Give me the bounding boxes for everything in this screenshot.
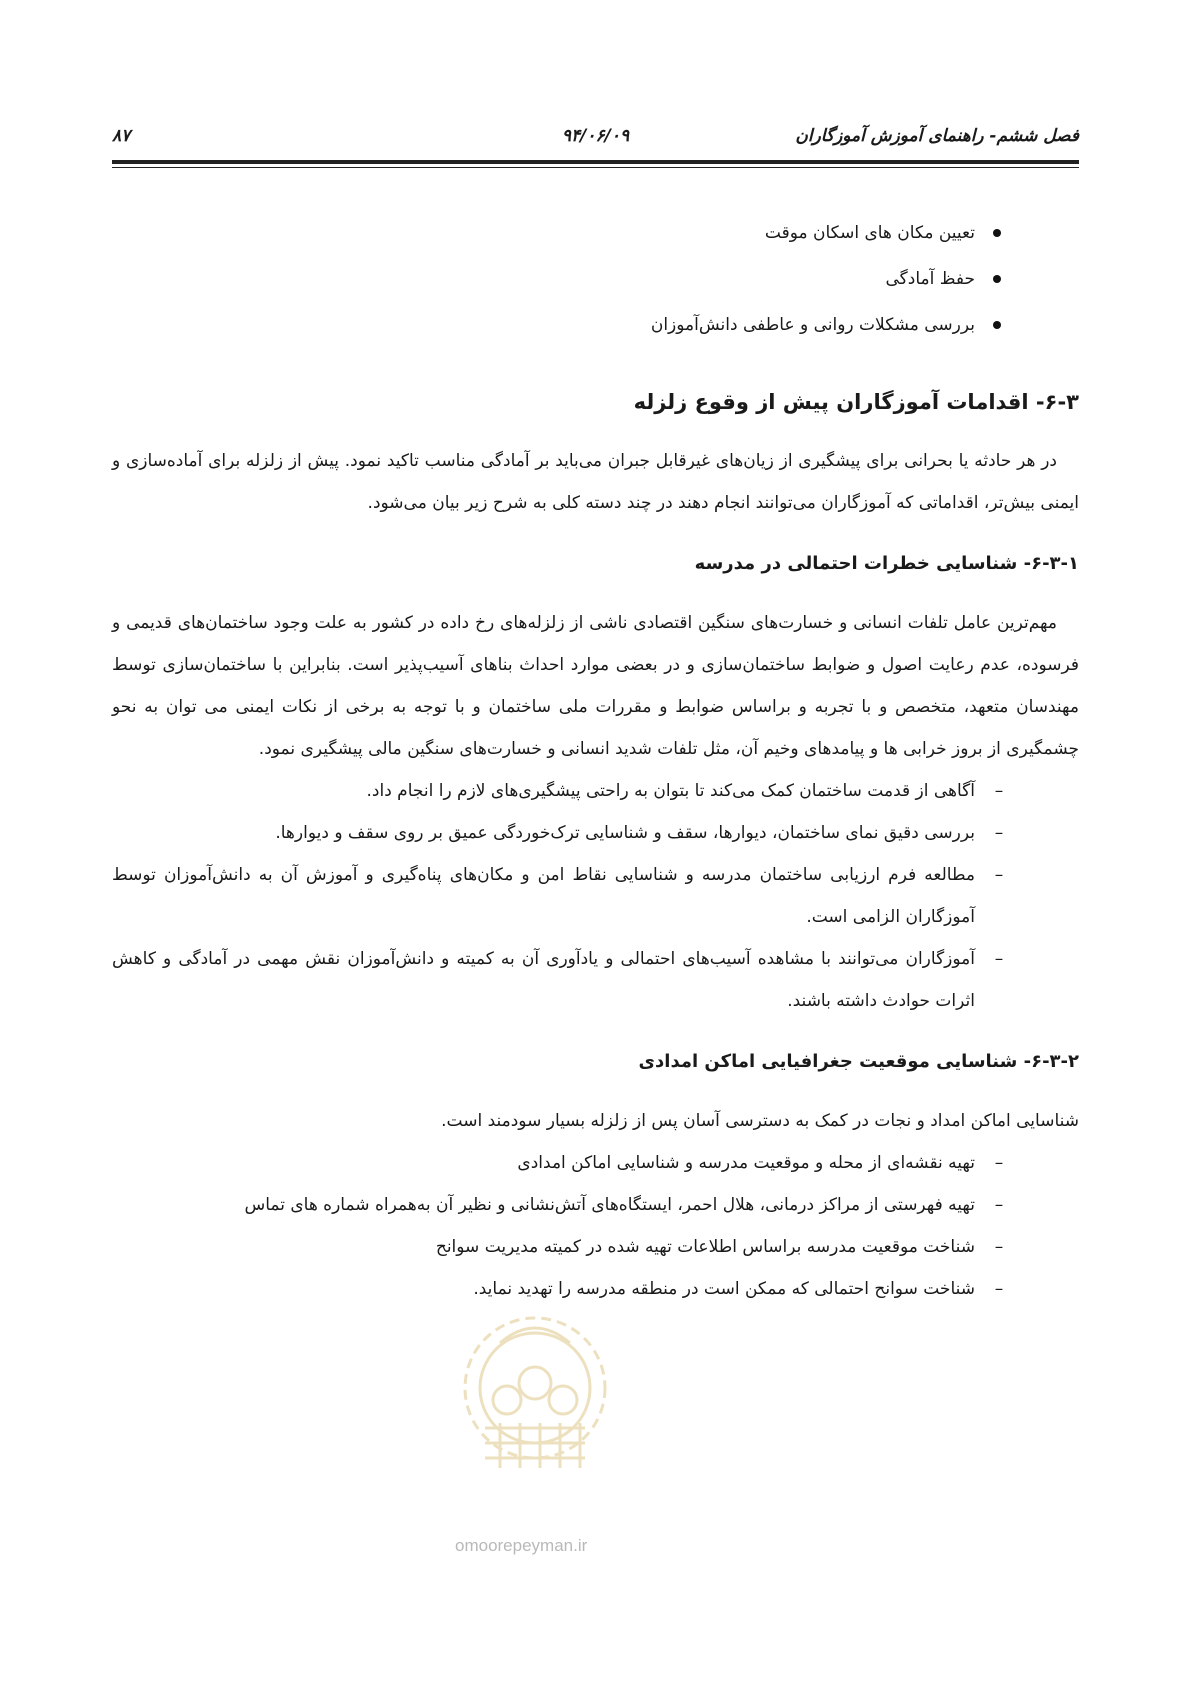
subsection-paragraph-relief: شناسایی اماکن امداد و نجات در کمک به دسترسی آسان پس از زلزله بسیار سودمند است.: [441, 1111, 1079, 1131]
subsection-heading-relief: ۶-۳-۲- شناسایی موقعیت جغرافیایی اماکن امدادی: [638, 1051, 1079, 1072]
subsection-paragraph-hazards: مهم‌ترین عامل تلفات انسانی و خسارت‌های سنگین اقتصادی ناشی از زلزله‌های رخ داده در کشور به علت وجود ساختمان‌های قدیمی و فرسوده، عدم رعایت اصول و ضوابط ساختمان‌سازی و در بعضی موارد احداث بناهای آسیب‌پذیر است. بنابراین با ساختمان‌سازی توسط مهندسان متعهد، متخصص و با تجربه و براساس ضوابط و مقررات ملی ساختمان و با توجه به برخی از نکات ایمنی می توان به نحو چشمگیری از بروز خرابی ها و پیامدهای وخیم آن، مثل تلفات شدید انسانی و خسارت‌های سنگین مالی پیشگیری نمود.: [112, 613, 1079, 759]
list-item: – شناخت موقعیت مدرسه براساس اطلاعات تهیه شده در کمیته مدیریت سوانح: [112, 1226, 975, 1268]
chapter-title: فصل ششم- راهنمای آموزش آموزگاران: [795, 126, 1079, 146]
dash-icon: –: [994, 865, 1004, 885]
dash-icon: –: [994, 1237, 1004, 1257]
list-item: – تهیه نقشه‌ای از محله و موقعیت مدرسه و شناسایی اماکن امدادی: [112, 1142, 975, 1184]
header-date: ۹۴/۰۶/۰۹: [561, 126, 630, 146]
section-paragraph: در هر حادثه یا بحرانی برای پیشگیری از زیان‌های غیرقابل جبران می‌باید بر آمادگی مناسب تاکید نمود. پیش از زلزله برای آماده‌سازی و ایمنی بیش‌تر، اقداماتی که آموزگاران می‌توانند انجام دهند در چند دسته کلی به شرح زیر بیان می‌شود.: [112, 451, 1079, 513]
list-item: – آموزگاران می‌توانند با مشاهده آسیب‌های احتمالی و یادآوری آن به کمیته و دانش‌آموزان نقش مهمی در آمادگی و کاهش اثرات حوادث داشته باشند.: [112, 938, 975, 1022]
header-rule-thin: [112, 167, 1079, 168]
dash-icon: –: [994, 1153, 1004, 1173]
dash-icon: –: [994, 949, 1004, 969]
page-header: [112, 126, 1079, 152]
dash-icon: –: [994, 1279, 1004, 1299]
page-content: [112, 210, 1079, 1310]
subsection-heading-hazards: ۶-۳-۱- شناسایی خطرات احتمالی در مدرسه: [694, 553, 1079, 574]
relief-list: [112, 1142, 1079, 1310]
header-rule-thick: [112, 160, 1079, 164]
list-item: – تهیه فهرستی از مراکز درمانی، هلال احمر، ایستگاه‌های آتش‌نشانی و نظیر آن به‌همراه شماره های تماس: [112, 1184, 975, 1226]
list-item: – بررسی دقیق نمای ساختمان، دیوارها، سقف و شناسایی ترک‌خوردگی عمیق بر روی سقف و دیوارها.: [112, 812, 975, 854]
list-item: – آگاهی از قدمت ساختمان کمک می‌کند تا بتوان به راحتی پیشگیری‌های لازم را انجام داد.: [112, 770, 975, 812]
bullet-icon: [993, 275, 1001, 283]
list-item: – شناخت سوانح احتمالی که ممکن است در منطقه مدرسه را تهدید نماید.: [112, 1268, 975, 1310]
dash-icon: –: [994, 1195, 1004, 1215]
page-number: ۸۷: [112, 126, 131, 146]
dash-icon: –: [994, 823, 1004, 843]
bullet-icon: [993, 321, 1001, 329]
bullet-icon: [993, 229, 1001, 237]
watermark-site-text: omoorepeyman.ir: [455, 1536, 588, 1555]
dash-icon: –: [994, 781, 1004, 801]
section-heading: ۶-۳- اقدامات آموزگاران پیش از وقوع زلزله: [633, 390, 1079, 414]
bullet-item: حفظ آمادگی: [112, 256, 975, 302]
list-item: – مطالعه فرم ارزیابی ساختمان مدرسه و شناسایی نقاط امن و مکان‌های پناه‌گیری و آموزش آن به دانش‌آموزان توسط آموزگاران الزامی است.: [112, 854, 975, 938]
watermark-logo-icon: [445, 1288, 625, 1488]
hazards-list: [112, 770, 1079, 1022]
bullet-item: بررسی مشکلات روانی و عاطفی دانش‌آموزان: [112, 302, 975, 348]
bullet-item: تعیین مکان های اسکان موقت: [112, 210, 975, 256]
top-bullet-list: [112, 210, 1079, 348]
